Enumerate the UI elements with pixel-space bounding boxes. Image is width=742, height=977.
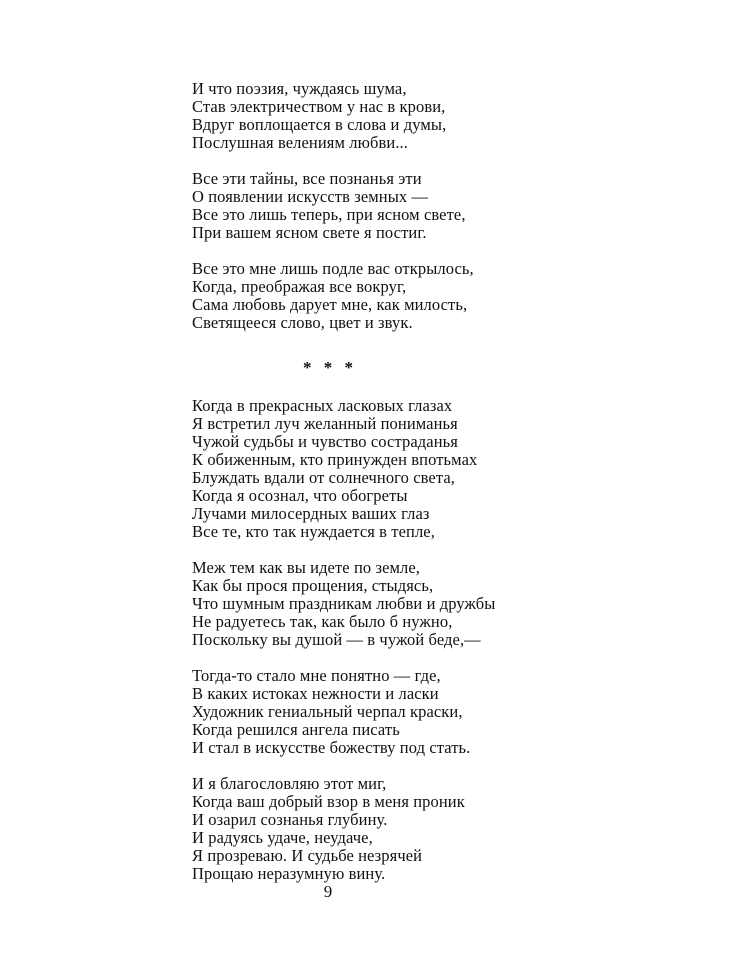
page-number: 9 [323,882,333,901]
poem-first [192,80,474,332]
poem-line: Все это мне лишь подле вас открылось, [192,259,474,278]
poem-line: И стал в искусстве божеству под стать. [192,738,471,757]
stanza [192,260,474,332]
stanza [192,170,474,242]
poem-line: И радуясь удаче, неудаче, [192,828,373,847]
poem-line: И озарил сознанья глубину. [192,810,388,829]
poem-line: Блуждать вдали от солнечного света, [192,468,456,487]
poem-line: Лучами милосердных ваших глаз [192,504,430,523]
poem-line: Художник гениальный черпал краски, [192,702,463,721]
poem-line: Все эти тайны, все познанья эти [192,169,422,188]
poem-line: Прощаю неразумную вину. [192,864,386,883]
poem-line: Когда ваш добрый взор в меня проник [192,792,465,811]
stanza [192,559,495,649]
poem-line: Все те, кто так нуждается в тепле, [192,522,435,541]
section-separator: * * * [303,358,357,377]
poem-line: Все это лишь теперь, при ясном свете, [192,205,466,224]
poem-line: И что поэзия, чуждаясь шума, [192,79,407,98]
poem-line: Светящееся слово, цвет и звук. [192,313,413,332]
stanza [192,80,474,152]
stanza [192,775,495,883]
poem-line: Как бы прося прощения, стыдясь, [192,576,434,595]
page-number-container [0,882,742,902]
poem-line: Я встретил луч желанный пониманья [192,414,458,433]
poem-line: Вдруг воплощается в слова и думы, [192,115,447,134]
poem-line: Когда в прекрасных ласковых глазах [192,396,453,415]
poem-line: Став электричеством у нас в крови, [192,97,446,116]
poem-line: Чужой судьбы и чувство состраданья [192,432,458,451]
poem-line: Когда, преображая все вокруг, [192,277,407,296]
poem-line: Поскольку вы душой — в чужой беде,— [192,630,481,649]
poem-line: Сама любовь дарует мне, как милость, [192,295,468,314]
poem-line: В каких истоках нежности и ласки [192,684,439,703]
poem-second [192,397,495,883]
poem-line: Тогда-то стало мне понятно — где, [192,666,441,685]
poem-line: При вашем ясном свете я постиг. [192,223,427,242]
poem-line: К обиженным, кто принужден впотьмах [192,450,478,469]
poem-line: Когда решился ангела писать [192,720,400,739]
poem-line: О появлении искусств земных — [192,187,429,206]
poem-line: И я благословляю этот миг, [192,774,387,793]
poem-line: Меж тем как вы идете по земле, [192,558,421,577]
poem-line: Послушная велениям любви... [192,133,408,152]
poem-line: Не радуетесь так, как было б нужно, [192,612,453,631]
poem-line: Я прозреваю. И судьбе незрячей [192,846,423,865]
stanza [192,667,495,757]
stanza [192,397,495,541]
poem-line: Что шумным праздникам любви и дружбы [192,594,496,613]
poem-line: Когда я осознал, что обогреты [192,486,408,505]
